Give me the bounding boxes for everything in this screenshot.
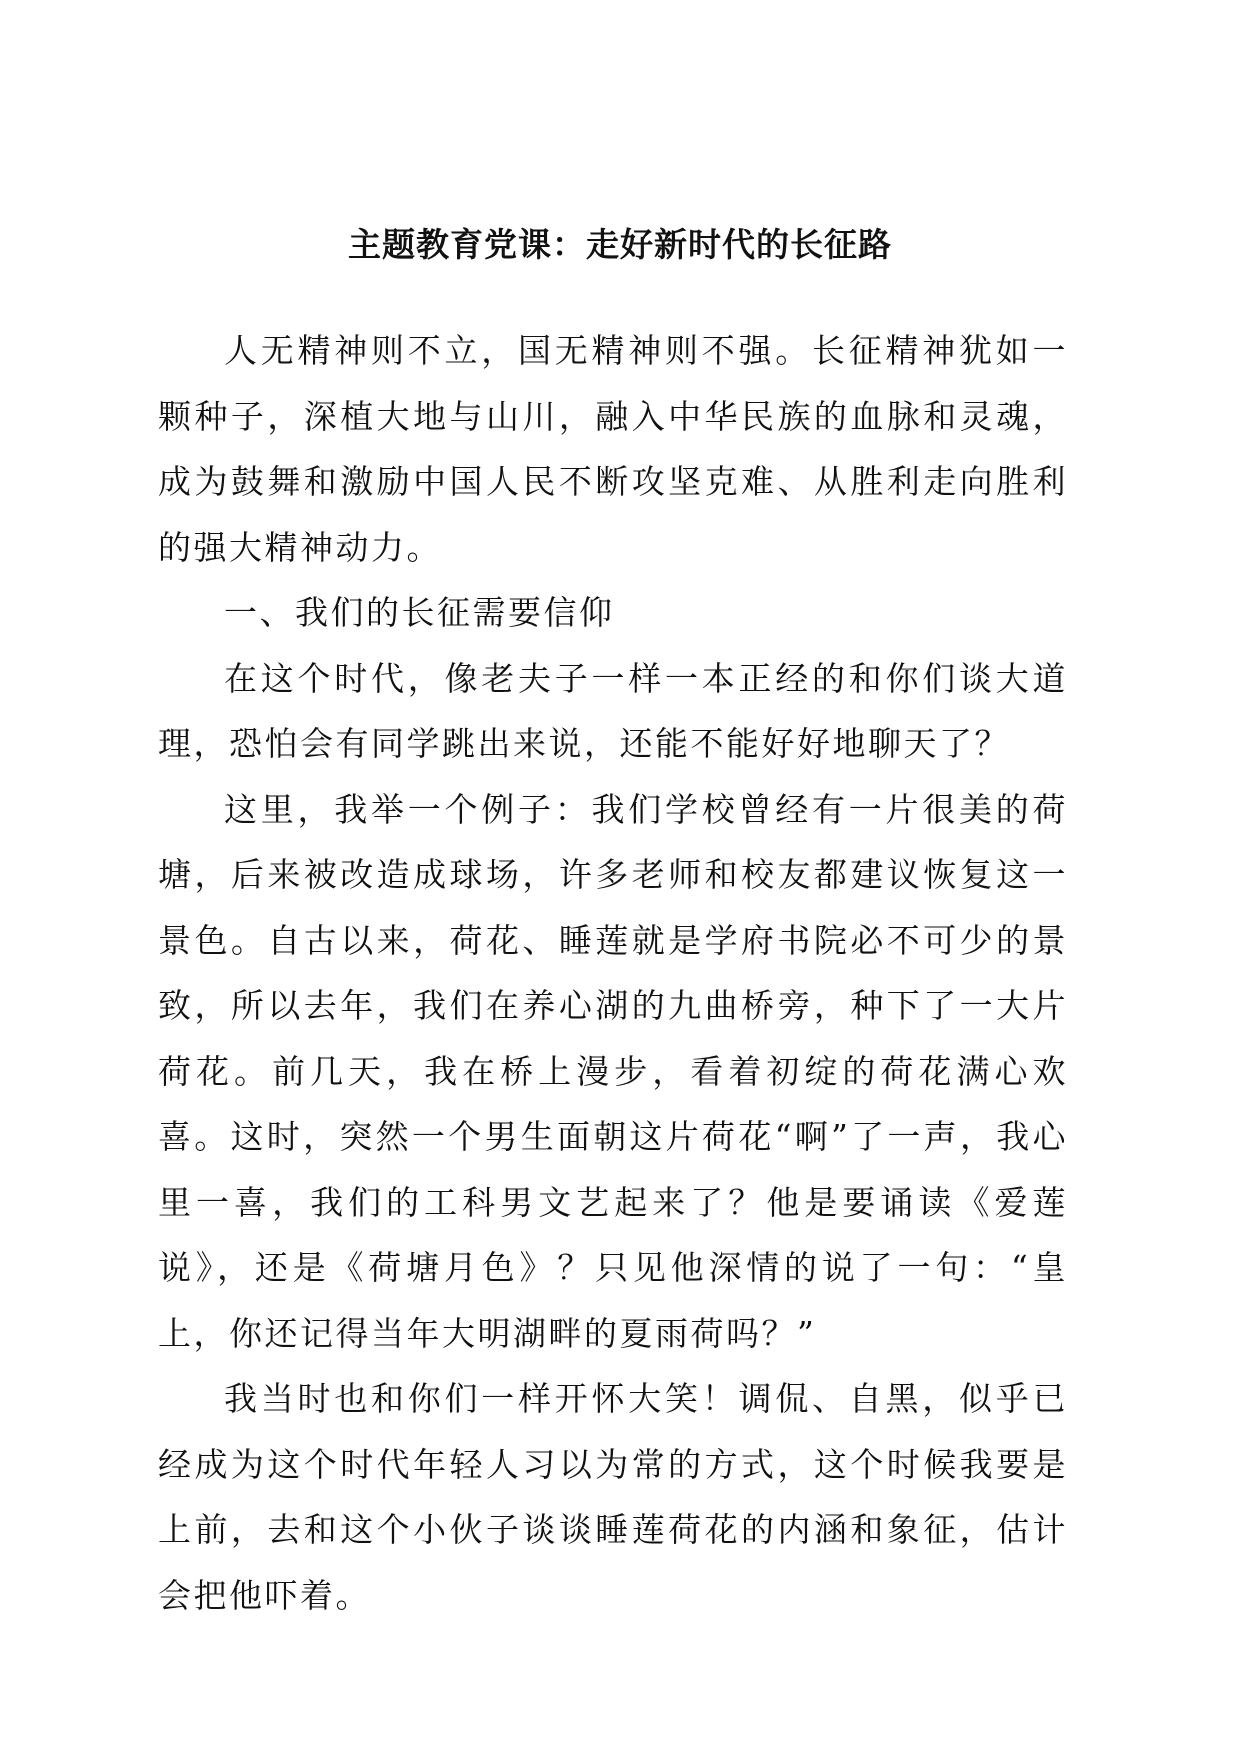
document-title: 主题教育党课：走好新时代的长征路 — [348, 225, 892, 264]
document-body — [158, 318, 1068, 1628]
paragraph-intro: 人无精神则不立，国无精神则不强。长征精神犹如一颗种子，深植大地与山川，融入中华民族的血脉和灵魂，成为鼓舞和激励中国人民不断攻坚克难、从胜利走向胜利的强大精神动力。 — [158, 331, 1068, 567]
paragraph-3: 这里，我举一个例子：我们学校曾经有一片很美的荷塘，后来被改造成球场，许多老师和校友都建议恢复这一景色。自古以来，荷花、睡莲就是学府书院必不可少的景致，所以去年，我们在养心湖的九曲桥旁，种下了一大片荷花。前几天，我在桥上漫步，看着初绽的荷花满心欢喜。这时，突然一个男生面朝这片荷花“啊”了一声，我心里一喜，我们的工科男文艺起来了？他是要诵读《爱莲说》，还是《荷塘月色》？只见他深情的说了一句：“皇上，你还记得当年大明湖畔的夏雨荷吗？” — [158, 789, 1068, 1353]
paragraph-2: 在这个时代，像老夫子一样一本正经的和你们谈大道理，恐怕会有同学跳出来说，还能不能好好地聊天了？ — [158, 658, 1068, 763]
section-heading-1: 一、我们的长征需要信仰 — [224, 593, 615, 632]
paragraph-4: 我当时也和你们一样开怀大笑！调侃、自黑，似乎已经成为这个时代年轻人习以为常的方式，这个时候我要是上前，去和这个小伙子谈谈睡莲荷花的内涵和象征，估计会把他吓着。 — [158, 1379, 1068, 1615]
